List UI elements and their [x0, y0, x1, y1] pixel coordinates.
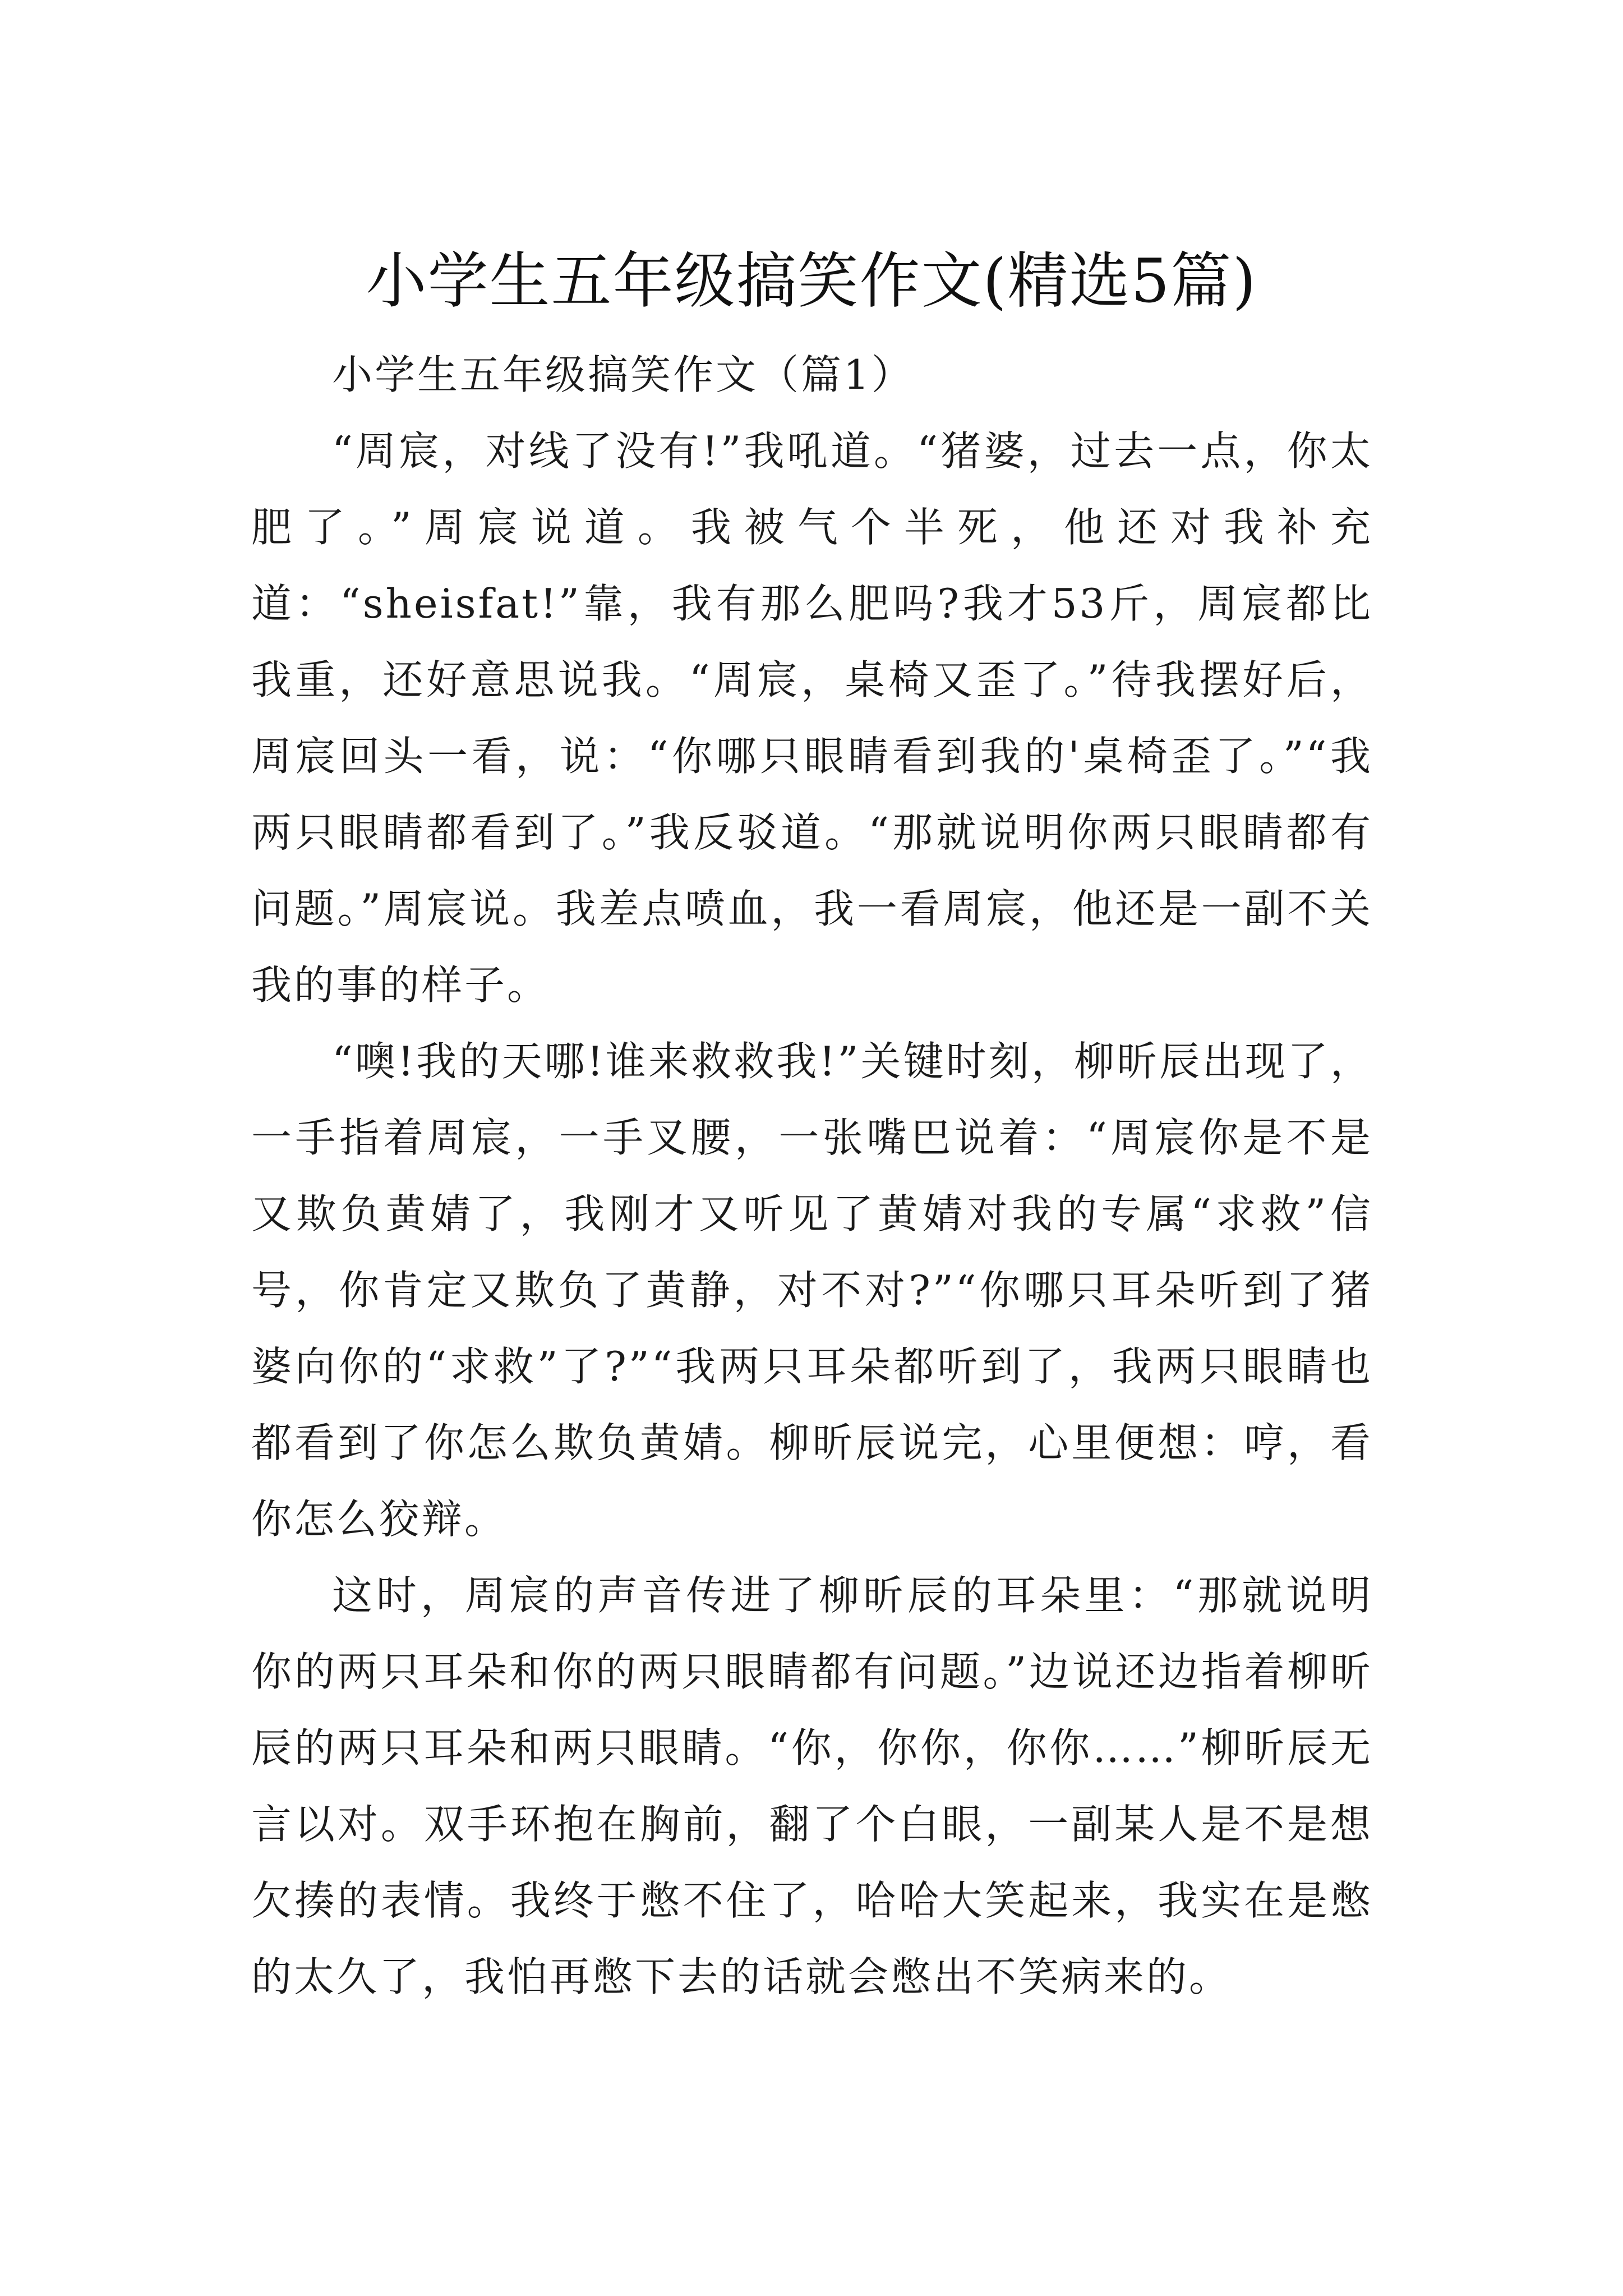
section-heading: 小学生五年级搞笑作文（篇1）: [332, 351, 914, 398]
paragraph-1: “周宸，对线了没有!”我吼道。“猪婆，过去一点，你太肥了。”周宸说道。我被气个半死，他还对我补充道：“sheisfat!”靠，我有那么肥吗?我才53斤，周宸都比我重，还好意思说我。“周宸，桌椅又歪了。”待我摆好后，周宸回头一看，说：“你哪只眼睛看到我的'桌椅歪了。”“我两只眼睛都看到了。”我反驳道。“那就说明你两只眼睛都有问题。”周宸说。我差点喷血，我一看周宸，他还是一副不关我的事的样子。: [251, 427, 1373, 1009]
paragraph-3: 这时，周宸的声音传进了柳昕辰的耳朵里：“那就说明你的两只耳朵和你的两只眼睛都有问题。”边说还边指着柳昕辰的两只耳朵和两只眼睛。“你，你你，你你……”柳昕辰无言以对。双手环抱在胸前，翻了个白眼，一副某人是不是想欠揍的表情。我终于憋不住了，哈哈大笑起来，我实在是憋的太久了，我怕再憋下去的话就会憋出不笑病来的。: [251, 1572, 1373, 2000]
document-title: 小学生五年级搞笑作文(精选5篇): [366, 246, 1257, 317]
document-body: [251, 337, 1373, 2015]
paragraph-2: “噢!我的天哪!谁来救救我!”关键时刻，柳昕辰出现了，一手指着周宸，一手叉腰，一张嘴巴说着：“周宸你是不是又欺负黄婧了，我刚才又听见了黄婧对我的专属“求救”信号，你肯定又欺负了黄静，对不对?”“你哪只耳朵听到了猪婆向你的“求救”了?”“我两只耳朵都听到了，我两只眼睛也都看到了你怎么欺负黄婧。柳昕辰说完，心里便想：哼，看你怎么狡辩。: [251, 1038, 1373, 1543]
